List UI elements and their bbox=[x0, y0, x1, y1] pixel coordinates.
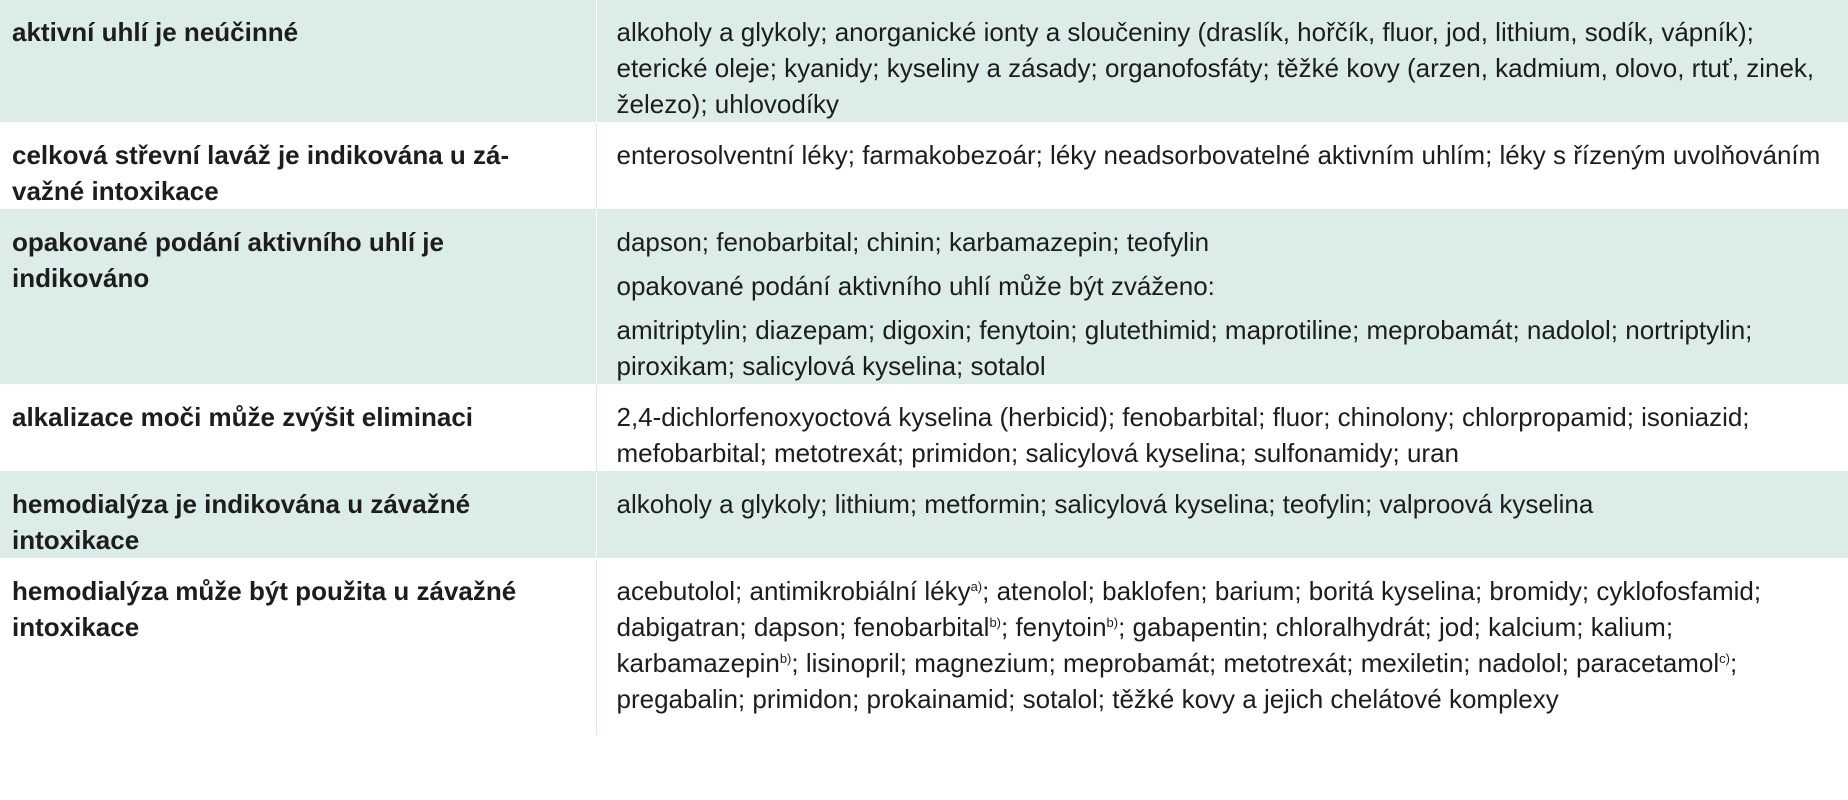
footnote-marker: b) bbox=[989, 615, 1002, 630]
text-segment: ; pregabalin; primidon; prokainamid; sotalol; těžké kovy a jejich chelátové komplexy bbox=[616, 648, 1738, 714]
row-label: opakované podání aktivního uhlí je indikováno bbox=[0, 210, 596, 385]
row-label: celková střevní laváž je indikována u zá- važné intoxikace bbox=[0, 123, 596, 210]
footnote-marker: a) bbox=[970, 579, 983, 594]
row-text-primary: dapson; fenobarbital; chinin; karbamazepin; teofylin bbox=[616, 227, 1210, 257]
text-segment: ; lisinopril; magnezium; meprobamát; metotrexát; mexiletin; nadolol; paracetamol bbox=[791, 648, 1720, 678]
table-row bbox=[0, 385, 1848, 472]
row-text: enterosolventní léky; farmakobezoár; léky neadsorbovatelné aktivním uhlím; léky s řízeným uvolňováním bbox=[596, 123, 1848, 210]
table-row bbox=[0, 123, 1848, 210]
row-text bbox=[596, 559, 1848, 735]
table-row bbox=[0, 210, 1848, 385]
row-label: alkalizace moči může zvýšit eliminaci bbox=[0, 385, 596, 472]
row-note: opakované podání aktivního uhlí může být zváženo: bbox=[616, 271, 1215, 301]
row-label: hemodialýza je indikována u závažné intoxikace bbox=[0, 472, 596, 559]
text-segment: ; fenytoin bbox=[1001, 612, 1107, 642]
table-row bbox=[0, 472, 1848, 559]
row-text-secondary: amitriptylin; diazepam; digoxin; fenytoin; glutethimid; maprotiline; meprobamát; nadolol; nortriptylin; piroxikam; salicylová kyselina; sotalol bbox=[616, 315, 1753, 381]
footnote-marker: c) bbox=[1719, 651, 1730, 666]
footnote-marker: b) bbox=[1106, 615, 1119, 630]
row-label: hemodialýza může být použita u závažné intoxikace bbox=[0, 559, 596, 735]
text-segment: acebutolol; antimikrobiální léky bbox=[616, 576, 971, 606]
row-label: aktivní uhlí je neúčinné bbox=[0, 0, 596, 123]
row-text: alkoholy a glykoly; lithium; metformin; salicylová kyselina; teofylin; valproová kyselina bbox=[596, 472, 1848, 559]
table-row bbox=[0, 559, 1848, 735]
row-text: 2,4-dichlorfenoxyoctová kyselina (herbicid); fenobarbital; fluor; chinolony; chlorpropamid; isoniazid; mefobarbital; metotrexát; primidon; salicylová kyselina; sulfonamidy; uran bbox=[596, 385, 1848, 472]
text-segment: ; atenolol; baklofen; barium; boritá kyselina; bromidy; cyklofosfamid; dabigatran; dapson; fenobarbital bbox=[616, 576, 1762, 642]
table-row bbox=[0, 0, 1848, 123]
footnote-marker: b) bbox=[779, 651, 792, 666]
row-text: alkoholy a glykoly; anorganické ionty a sloučeniny (draslík, hořčík, fluor, jod, lithium, sodík, vápník); eterické oleje; kyanidy; kyseliny a zásady; organofosfáty; těžké kovy (arzen, kadmium, olovo, rtuť, zinek, železo); uhlovodíky bbox=[616, 17, 1815, 119]
text-segment: ; gabapentin; chloralhydrát; jod; kalcium; kalium; karbamazepin bbox=[616, 612, 1674, 678]
row-text bbox=[596, 210, 1848, 385]
